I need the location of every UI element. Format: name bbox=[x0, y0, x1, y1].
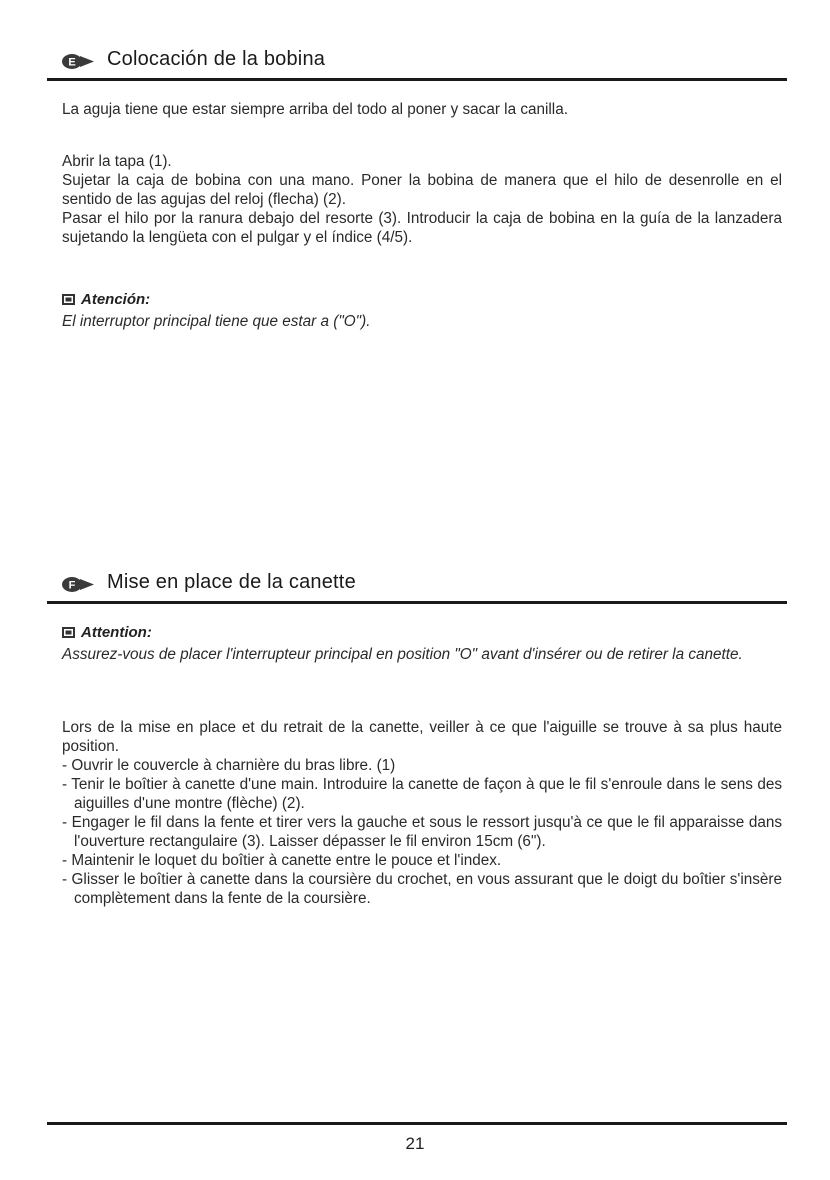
list-item: - Tenir le boîtier à canette d'une main. Introduire la canette de façon à que le fil s'enroule dans le sens des aiguilles d'une montre (flèche) (2). bbox=[62, 776, 782, 812]
spanish-note bbox=[62, 290, 782, 331]
section-header-spanish bbox=[47, 48, 787, 81]
note-heading bbox=[62, 623, 782, 642]
spanish-intro bbox=[62, 100, 782, 119]
footer-divider bbox=[47, 1122, 787, 1125]
step-text: Sujetar la caja de bobina con una mano. Poner la bobina de manera que el hilo de desenrolle en el sentido de las agujas del reloj (flecha) (2). bbox=[62, 172, 782, 208]
language-badge-icon bbox=[61, 53, 95, 70]
list-item: - Maintenir le loquet du boîtier à canette entre le pouce et l'index. bbox=[62, 852, 502, 869]
step-text: Abrir la tapa (1). bbox=[62, 153, 172, 170]
spanish-steps bbox=[62, 152, 782, 247]
warning-icon bbox=[62, 294, 75, 305]
french-instructions bbox=[62, 718, 782, 908]
note-text: Assurez-vous de placer l'interrupteur principal en position "O" avant d'insérer ou de retirer la canette. bbox=[62, 646, 743, 663]
page-number: 21 bbox=[405, 1134, 425, 1153]
warning-icon bbox=[62, 627, 75, 638]
step-text: Pasar el hilo por la ranura debajo del resorte (3). Introducir la caja de bobina en la guía de la lanzadera sujetando la lengüeta con el pulgar y el índice (4/5). bbox=[62, 210, 782, 246]
section-title: Colocación de la bobina bbox=[107, 48, 326, 70]
language-badge-icon bbox=[61, 576, 95, 593]
badge-letter: F bbox=[68, 579, 76, 592]
note-heading bbox=[62, 290, 782, 309]
french-note bbox=[62, 623, 782, 664]
note-heading-text: Atención: bbox=[81, 291, 151, 308]
note-heading-text: Attention: bbox=[81, 624, 152, 641]
intro-text: Lors de la mise en place et du retrait de la canette, veiller à ce que l'aiguille se trouve à sa plus haute position. bbox=[62, 719, 782, 755]
list-item: - Ouvrir le couvercle à charnière du bras libre. (1) bbox=[62, 757, 396, 774]
section-header-french bbox=[47, 571, 787, 604]
list-item: - Glisser le boîtier à canette dans la coursière du crochet, en vous assurant que le doigt du boîtier s'insère complètement dans la fente de la coursière. bbox=[62, 871, 782, 907]
badge-letter: E bbox=[68, 56, 76, 69]
list-item: - Engager le fil dans la fente et tirer vers la gauche et sous le ressort jusqu'à ce que le fil apparaisse dans l'ouverture rectangulaire (3). Laisser dépasser le fil environ 15cm (6"). bbox=[62, 814, 782, 850]
note-text: El interruptor principal tiene que estar a ("O"). bbox=[62, 313, 371, 330]
section-title: Mise en place de la canette bbox=[107, 571, 356, 593]
intro-text: La aguja tiene que estar siempre arriba del todo al poner y sacar la canilla. bbox=[62, 101, 568, 118]
